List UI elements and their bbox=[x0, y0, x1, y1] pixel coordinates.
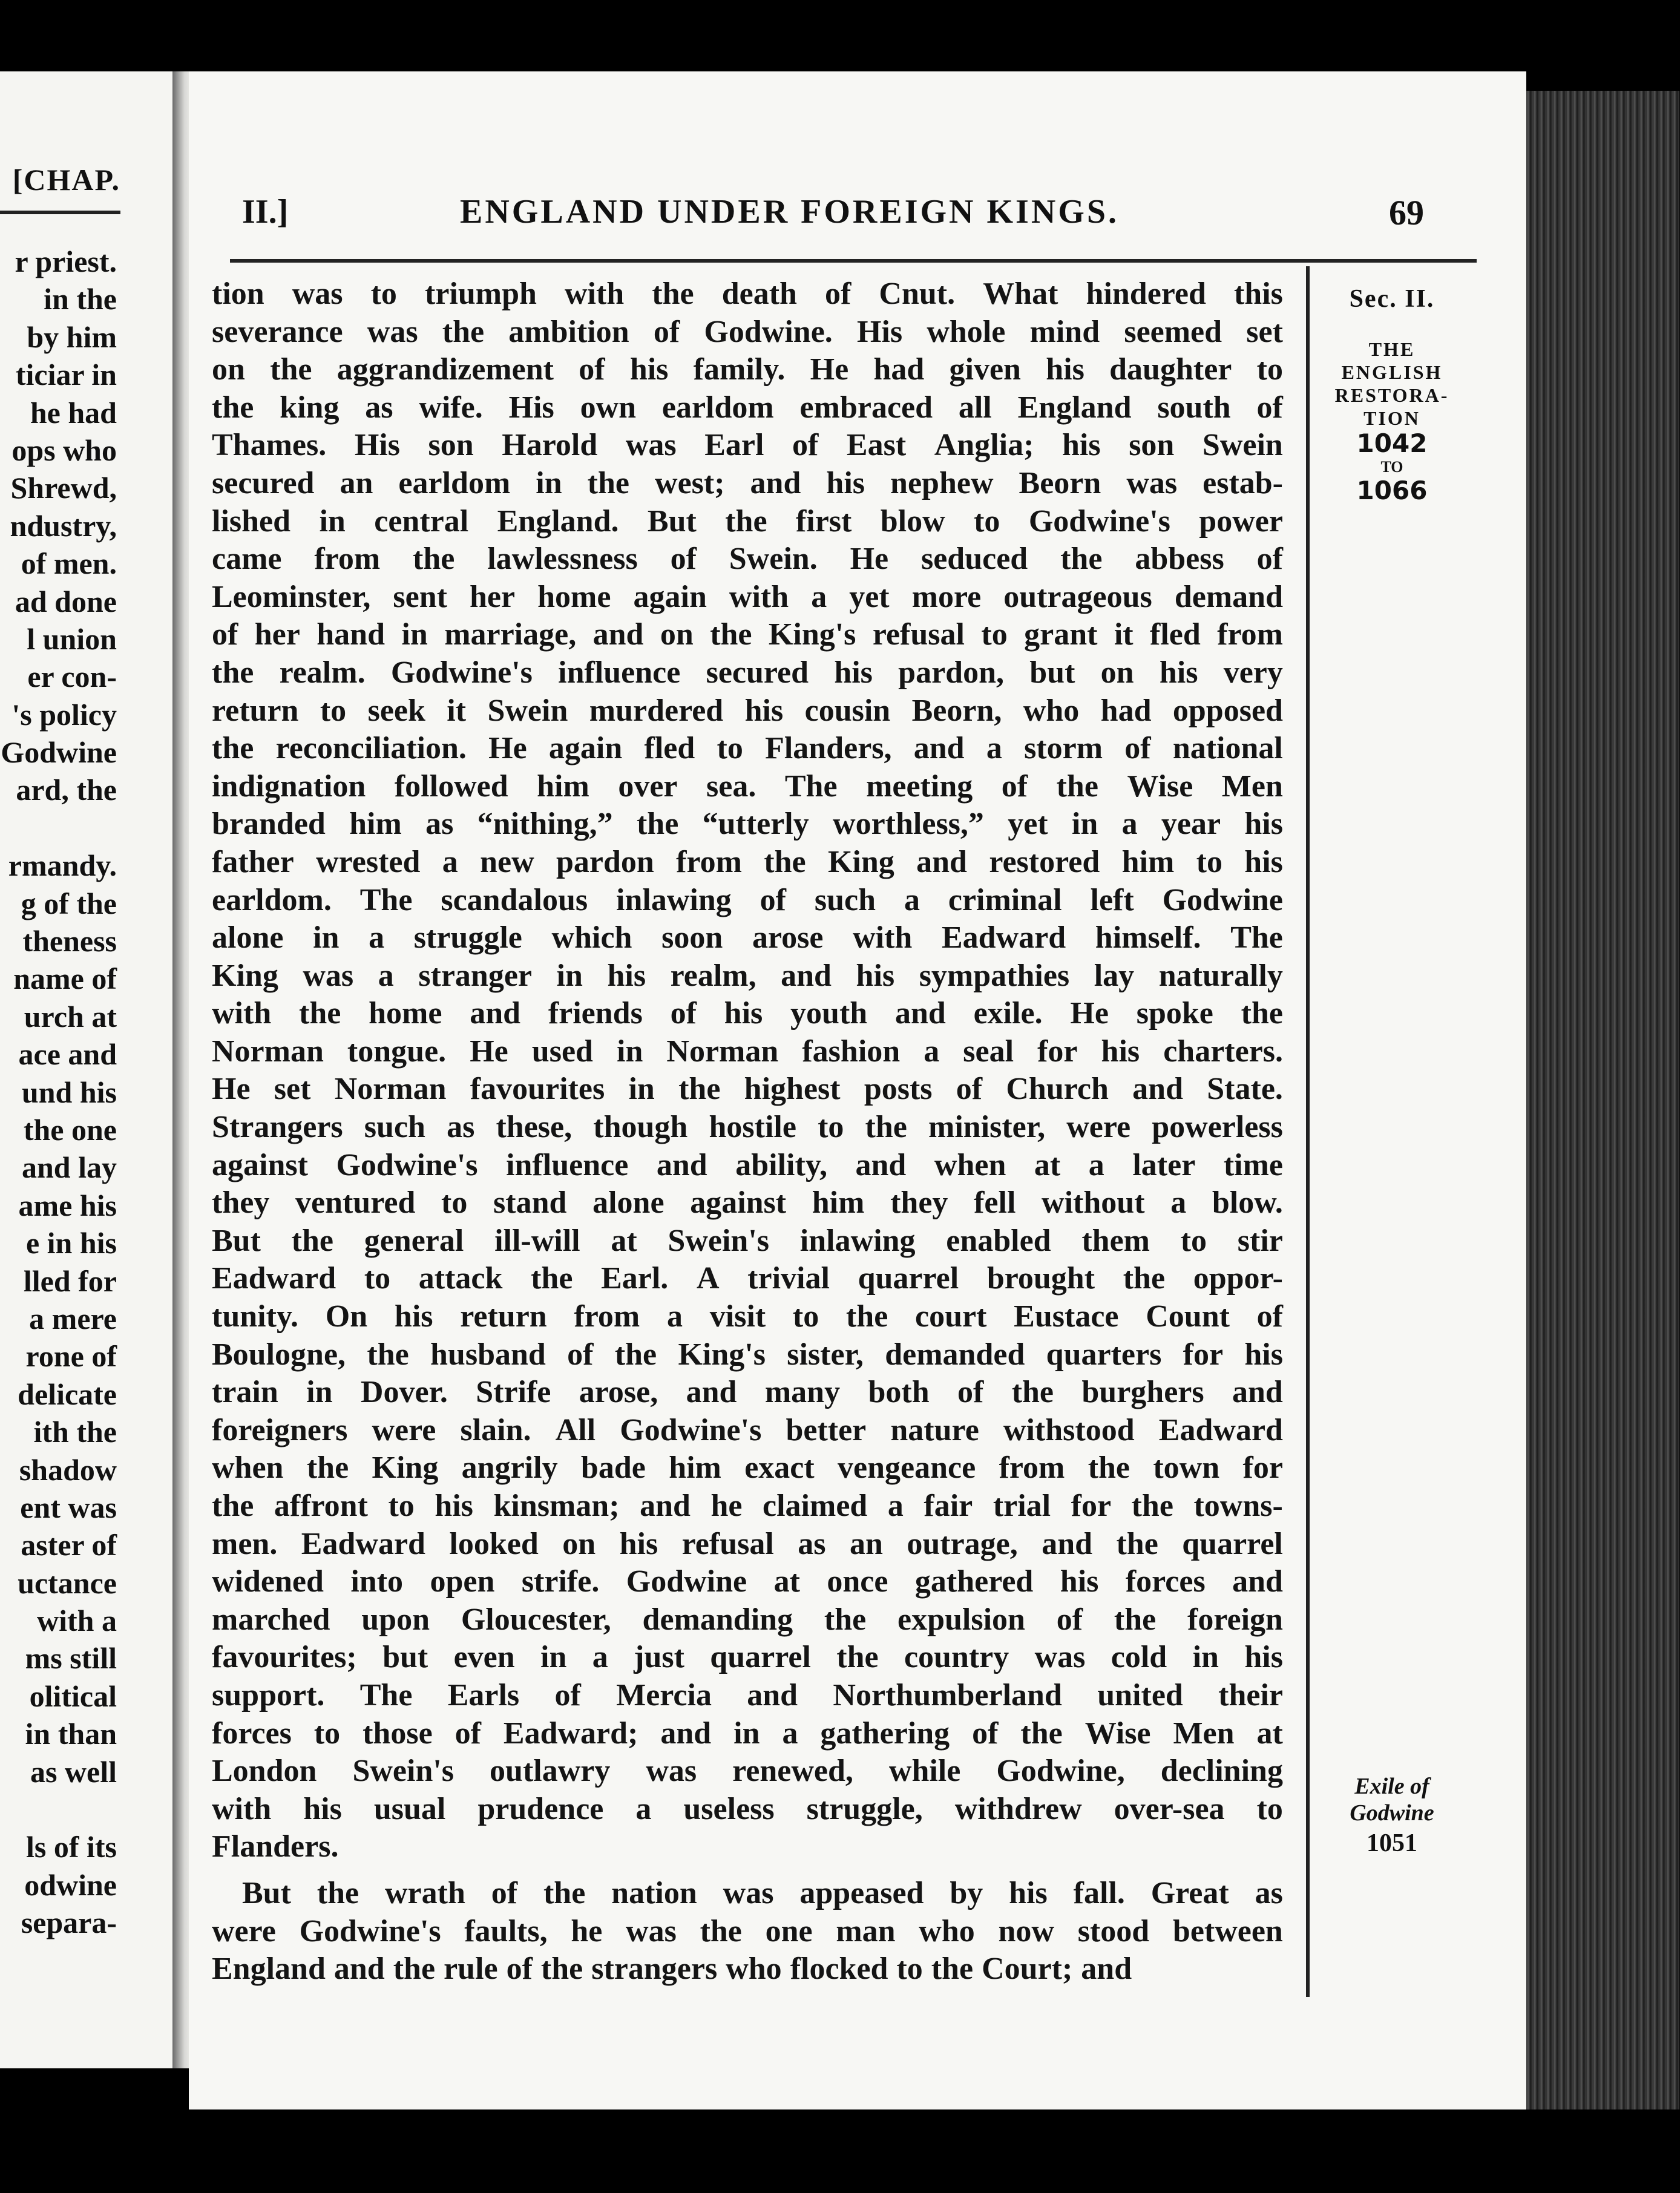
left-page bbox=[0, 71, 172, 2068]
left-page-line: ace and bbox=[18, 1037, 117, 1072]
text-line: tunity. On his return from a visit to the court Eustace Count of bbox=[212, 1299, 1283, 1334]
margin-notes bbox=[1310, 284, 1474, 505]
left-page-line: und his bbox=[21, 1075, 117, 1109]
text-line: Norman tongue. He used in Norman fashion a seal for his charters. bbox=[212, 1034, 1283, 1069]
left-page-line: ops who bbox=[11, 433, 117, 467]
left-page-line: of men. bbox=[21, 546, 117, 581]
body-text bbox=[212, 275, 1283, 1988]
text-line: the king as wife. His own earldom embraced all England south of bbox=[212, 390, 1283, 425]
text-line: when the King angrily bade him exact vengeance from the town for bbox=[212, 1451, 1283, 1486]
left-page-line: with a bbox=[37, 1604, 117, 1638]
page-number: 69 bbox=[1389, 193, 1424, 232]
text-line: earldom. The scandalous inlawing of such a criminal left Godwine bbox=[212, 882, 1283, 917]
text-line: King was a stranger in his realm, and his sympathies lay naturally bbox=[212, 958, 1283, 993]
left-page-line: r priest. bbox=[15, 244, 117, 278]
text-line: widened into open strife. Godwine at once gathered his forces and bbox=[212, 1564, 1283, 1599]
left-page-line: l union bbox=[27, 621, 117, 656]
left-page-line: g of the bbox=[21, 886, 117, 920]
left-page-line: name of bbox=[13, 962, 117, 996]
text-line: men. Eadward looked on his refusal as an outrage, and the quarrel bbox=[212, 1526, 1283, 1561]
section-label: Sec. II. bbox=[1349, 285, 1435, 313]
left-page-line: Shrewd, bbox=[10, 471, 117, 505]
text-line: Flanders. bbox=[212, 1829, 339, 1864]
text-line: England and the rule of the strangers who flocked to the Court; and bbox=[212, 1952, 1132, 1987]
text-line: on the aggrandizement of his family. He had given his daughter to bbox=[212, 352, 1283, 387]
text-line: they ventured to stand alone against him they fell without a blow. bbox=[212, 1185, 1283, 1221]
text-line: indignation followed him over sea. The meeting of the Wise Men bbox=[212, 769, 1283, 804]
left-page-line: 's policy bbox=[11, 697, 117, 732]
left-page-line: ticiar in bbox=[15, 358, 117, 392]
exile-note-line: Godwine bbox=[1350, 1800, 1434, 1826]
topic-line: TION bbox=[1363, 407, 1420, 429]
left-page-line: ent was bbox=[20, 1490, 117, 1524]
text-line: of her hand in marriage, and on the King's refusal to grant it fled from bbox=[212, 617, 1283, 652]
text-line: came from the lawlessness of Swein. He seduced the abbess of bbox=[212, 542, 1283, 577]
left-page-line: ame his bbox=[18, 1188, 117, 1222]
left-page-line: shadow bbox=[19, 1452, 117, 1487]
text-line: forces to those of Eadward; and in a gathering of the Wise Men at bbox=[212, 1716, 1283, 1751]
left-page-line: theness bbox=[22, 924, 117, 959]
left-page-line: and lay bbox=[21, 1150, 117, 1185]
date-start: 1042 bbox=[1356, 428, 1428, 458]
paragraph-gap bbox=[212, 1866, 1283, 1875]
text-line: But the general ill-will at Swein's inlawing enabled them to stir bbox=[212, 1223, 1283, 1258]
topic-line: ENGLISH bbox=[1341, 361, 1443, 383]
left-page-line bbox=[1, 1791, 117, 1828]
text-line: favourites; but even in a just quarrel the country was cold in his bbox=[212, 1640, 1283, 1675]
left-page-line: in the bbox=[44, 282, 117, 316]
left-page-line: the one bbox=[23, 1112, 117, 1147]
left-page-text bbox=[1, 243, 117, 1942]
text-line: foreigners were slain. All Godwine's better nature withstood Eadward bbox=[212, 1412, 1283, 1447]
left-page-line: rmandy. bbox=[8, 848, 117, 883]
left-page-line: by him bbox=[27, 320, 117, 354]
running-title: ENGLAND UNDER FOREIGN KINGS. bbox=[460, 193, 1119, 231]
left-page-line: ard, the bbox=[16, 773, 117, 807]
text-line: lished in central England. But the first blow to Godwine's power bbox=[212, 503, 1283, 539]
left-page-line: ls of its bbox=[26, 1830, 117, 1864]
left-page-line bbox=[1, 809, 117, 847]
text-line: severance was the ambition of Godwine. His whole mind seemed set bbox=[212, 314, 1283, 349]
running-head bbox=[242, 192, 1428, 241]
left-page-line: aster of bbox=[21, 1528, 117, 1562]
text-line: London Swein's outlawry was renewed, while Godwine, declining bbox=[212, 1754, 1283, 1789]
text-line: the realm. Godwine's influence secured his pardon, but on his very bbox=[212, 655, 1283, 690]
left-page-line: ith the bbox=[33, 1415, 117, 1449]
left-page-line: ndustry, bbox=[10, 508, 117, 543]
exile-note-line: Exile of bbox=[1354, 1774, 1429, 1799]
left-page-line: ms still bbox=[25, 1641, 117, 1676]
text-line: He set Norman favourites in the highest posts of Church and State. bbox=[212, 1072, 1283, 1107]
topic-line: RESTORA- bbox=[1334, 384, 1449, 406]
text-line: with his usual prudence a useless struggle, withdrew over-sea to bbox=[212, 1791, 1283, 1826]
left-page-line: separa- bbox=[21, 1906, 117, 1940]
text-line: train in Dover. Strife arose, and many both of the burghers and bbox=[212, 1375, 1283, 1410]
background-shadow bbox=[0, 2109, 1680, 2193]
left-header-rule bbox=[0, 211, 120, 214]
left-page-line: he had bbox=[30, 395, 117, 430]
text-line: support. The Earls of Mercia and Northumberland united their bbox=[212, 1677, 1283, 1713]
left-page-line: er con- bbox=[27, 660, 117, 694]
left-page-line: lled for bbox=[23, 1264, 117, 1298]
text-line: Strangers such as these, though hostile to the minister, were powerless bbox=[212, 1110, 1283, 1145]
date-to: TO bbox=[1380, 458, 1403, 476]
left-page-line: delicate bbox=[18, 1377, 117, 1411]
exile-year: 1051 bbox=[1367, 1829, 1417, 1857]
text-line: Boulogne, the husband of the King's sister, demanded quarters for his bbox=[212, 1337, 1283, 1372]
text-line: with the home and friends of his youth and exile. He spoke the bbox=[212, 996, 1283, 1031]
margin-rule bbox=[1306, 266, 1310, 1997]
text-line: Leominster, sent her home again with a yet more outrageous demand bbox=[212, 579, 1283, 614]
text-line: secured an earldom in the west; and his nephew Beorn was estab- bbox=[212, 465, 1283, 500]
text-line: Eadward to attack the Earl. A trivial quarrel brought the oppor- bbox=[212, 1261, 1283, 1296]
left-page-line: Godwine bbox=[1, 735, 117, 770]
left-page-line: e in his bbox=[25, 1226, 117, 1260]
date-end: 1066 bbox=[1356, 476, 1428, 505]
left-page-line: uctance bbox=[18, 1565, 117, 1600]
left-page-line: a mere bbox=[29, 1301, 117, 1336]
text-line: the affront to his kinsman; and he claimed a fair trial for the towns- bbox=[212, 1489, 1283, 1523]
left-page-line: as well bbox=[30, 1754, 117, 1789]
left-page-header: [CHAP. bbox=[12, 163, 120, 197]
topic-line: THE bbox=[1368, 338, 1416, 360]
text-line: alone in a struggle which soon arose with Eadward himself. The bbox=[212, 920, 1283, 956]
text-line: Thames. His son Harold was Earl of East Anglia; his son Swein bbox=[212, 428, 1283, 463]
text-line: were Godwine's faults, he was the one man who now stood between bbox=[212, 1913, 1283, 1949]
text-line: branded him as “nithing,” the “utterly worthless,” yet in a year his bbox=[212, 807, 1283, 842]
text-line: marched upon Gloucester, demanding the expulsion of the foreign bbox=[212, 1602, 1283, 1637]
header-rule bbox=[230, 259, 1477, 263]
chapter-number: II.] bbox=[242, 193, 289, 231]
text-line: But the wrath of the nation was appeased by his fall. Great as bbox=[242, 1875, 1283, 1910]
left-page-line: urch at bbox=[24, 999, 117, 1034]
left-page-line: odwine bbox=[24, 1867, 117, 1902]
exile-margin-note bbox=[1310, 1773, 1474, 1857]
text-line: tion was to triumph with the death of Cnut. What hindered this bbox=[212, 277, 1283, 311]
left-page-line: in than bbox=[25, 1717, 117, 1751]
left-page-line: olitical bbox=[29, 1679, 117, 1713]
text-line: return to seek it Swein murdered his cousin Beorn, who had opposed bbox=[212, 693, 1283, 728]
left-page-line: ad done bbox=[15, 584, 117, 618]
text-line: father wrested a new pardon from the King and restored him to his bbox=[212, 844, 1283, 879]
left-page-line: rone of bbox=[25, 1339, 117, 1374]
text-line: the reconciliation. He again fled to Flanders, and a storm of national bbox=[212, 731, 1283, 766]
text-line: against Godwine's influence and ability, and when at a later time bbox=[212, 1147, 1283, 1182]
